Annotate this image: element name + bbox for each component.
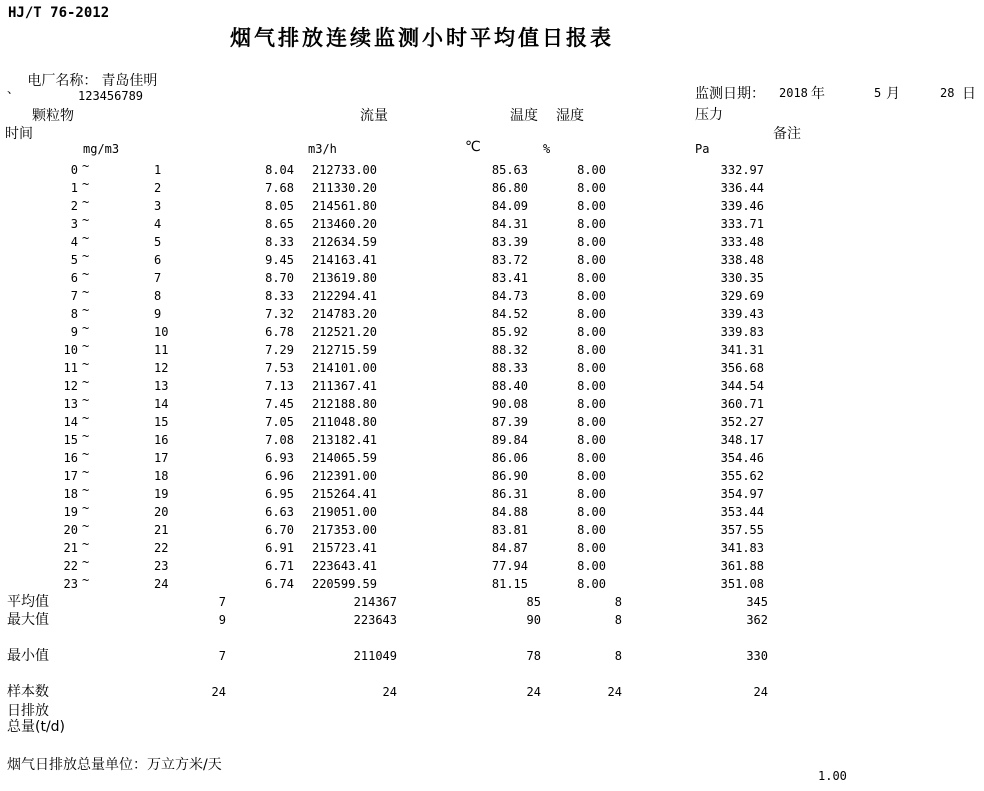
cell-hour-from: 0 xyxy=(70,163,78,177)
cell-hour-from: 3 xyxy=(70,217,78,231)
cell-hour-to: 21 xyxy=(154,523,169,537)
cell-flow: 211330.20 xyxy=(311,181,377,195)
cell-temperature: 89.84 xyxy=(491,433,528,447)
tilde-mark: ~ xyxy=(82,249,90,263)
standard-code: HJ/T 76-2012 xyxy=(8,5,110,21)
cell-humidity: 8.00 xyxy=(577,541,606,555)
tilde-mark: ~ xyxy=(82,411,90,425)
cell-flow: 214163.41 xyxy=(311,253,377,267)
cell-hour-to: 18 xyxy=(154,469,169,483)
cell-hour-to: 12 xyxy=(154,361,169,375)
cell-flow: 211048.80 xyxy=(311,415,377,429)
summary-particulate: 7 xyxy=(218,649,226,663)
cell-hour-from: 5 xyxy=(70,253,78,267)
plant-name-value: 青岛佳明 xyxy=(101,73,158,89)
cell-flow: 220599.59 xyxy=(311,577,377,591)
cell-humidity: 8.00 xyxy=(577,487,606,501)
summary-flow: 24 xyxy=(382,685,397,699)
cell-hour-to: 16 xyxy=(154,433,169,447)
table-row xyxy=(0,575,984,593)
tilde-mark: ~ xyxy=(82,213,90,227)
tilde-mark: ~ xyxy=(82,339,90,353)
summary-label: 最小值 xyxy=(7,648,49,664)
date-day-unit: 日 xyxy=(962,86,976,102)
cell-humidity: 8.00 xyxy=(577,451,606,465)
cell-temperature: 86.90 xyxy=(491,469,528,483)
tilde-mark: ~ xyxy=(82,231,90,245)
summary-pressure: 362 xyxy=(746,613,768,627)
table-row xyxy=(0,503,984,521)
cell-humidity: 8.00 xyxy=(577,163,606,177)
cell-hour-from: 11 xyxy=(63,361,78,375)
cell-flow: 211367.41 xyxy=(311,379,377,393)
cell-particulate: 7.08 xyxy=(265,433,294,447)
cell-humidity: 8.00 xyxy=(577,523,606,537)
table-row xyxy=(0,647,984,665)
cell-humidity: 8.00 xyxy=(577,289,606,303)
cell-particulate: 7.32 xyxy=(265,307,294,321)
cell-particulate: 6.74 xyxy=(265,577,294,591)
cell-pressure: 352.27 xyxy=(720,415,764,429)
cell-pressure: 339.83 xyxy=(720,325,764,339)
cell-hour-to: 17 xyxy=(154,451,169,465)
cell-hour-from: 6 xyxy=(70,271,78,285)
cell-flow: 212733.00 xyxy=(311,163,377,177)
cell-pressure: 333.71 xyxy=(720,217,764,231)
cell-hour-to: 19 xyxy=(154,487,169,501)
cell-hour-to: 23 xyxy=(154,559,169,573)
unit-humidity: % xyxy=(543,142,551,156)
cell-temperature: 88.40 xyxy=(491,379,528,393)
cell-humidity: 8.00 xyxy=(577,415,606,429)
cell-hour-from: 4 xyxy=(70,235,78,249)
cell-humidity: 8.00 xyxy=(577,577,606,591)
table-row xyxy=(0,251,984,269)
cell-humidity: 8.00 xyxy=(577,307,606,321)
tilde-mark: ~ xyxy=(82,501,90,515)
cell-hour-from: 12 xyxy=(63,379,78,393)
cell-temperature: 88.33 xyxy=(491,361,528,375)
table-row xyxy=(0,431,984,449)
tilde-mark: ~ xyxy=(82,375,90,389)
cell-flow: 212521.20 xyxy=(311,325,377,339)
cell-particulate: 7.53 xyxy=(265,361,294,375)
tilde-mark: ~ xyxy=(82,285,90,299)
cell-hour-from: 8 xyxy=(70,307,78,321)
tilde-mark: ~ xyxy=(82,447,90,461)
date-year-unit: 年 xyxy=(811,86,825,102)
cell-flow: 214101.00 xyxy=(311,361,377,375)
date-label: 监测日期： xyxy=(695,86,765,102)
cell-particulate: 8.33 xyxy=(265,235,294,249)
cell-particulate: 8.33 xyxy=(265,289,294,303)
cell-particulate: 8.70 xyxy=(265,271,294,285)
date-year-value: 2018 xyxy=(779,86,808,100)
cell-humidity: 8.00 xyxy=(577,379,606,393)
cell-particulate: 7.05 xyxy=(265,415,294,429)
cell-hour-from: 22 xyxy=(63,559,78,573)
table-row xyxy=(0,323,984,341)
col-header-humidity: 湿度 xyxy=(556,108,584,124)
list-mark: 、 xyxy=(7,82,20,96)
table-row xyxy=(0,413,984,431)
table-row xyxy=(0,377,984,395)
cell-pressure: 360.71 xyxy=(720,397,764,411)
cell-pressure: 336.44 xyxy=(720,181,764,195)
cell-flow: 219051.00 xyxy=(311,505,377,519)
cell-temperature: 83.41 xyxy=(491,271,528,285)
cell-flow: 215264.41 xyxy=(311,487,377,501)
summary-temperature: 24 xyxy=(526,685,541,699)
cell-hour-from: 2 xyxy=(70,199,78,213)
tilde-mark: ~ xyxy=(82,267,90,281)
table-row xyxy=(0,557,984,575)
summary-pressure: 24 xyxy=(753,685,768,699)
table-row xyxy=(0,269,984,287)
cell-hour-from: 10 xyxy=(63,343,78,357)
cell-humidity: 8.00 xyxy=(577,235,606,249)
cell-flow: 214783.20 xyxy=(311,307,377,321)
summary-particulate: 7 xyxy=(218,595,226,609)
cell-hour-to: 5 xyxy=(154,235,162,249)
cell-temperature: 84.73 xyxy=(491,289,528,303)
cell-hour-to: 20 xyxy=(154,505,169,519)
cell-pressure: 339.46 xyxy=(720,199,764,213)
cell-hour-from: 21 xyxy=(63,541,78,555)
cell-pressure: 341.31 xyxy=(720,343,764,357)
cell-temperature: 83.39 xyxy=(491,235,528,249)
table-row xyxy=(0,611,984,629)
cell-pressure: 348.17 xyxy=(720,433,764,447)
cell-humidity: 8.00 xyxy=(577,181,606,195)
summary-humidity: 8 xyxy=(614,649,622,663)
cell-hour-to: 10 xyxy=(154,325,169,339)
cell-temperature: 83.81 xyxy=(491,523,528,537)
cell-hour-to: 6 xyxy=(154,253,162,267)
summary-temperature: 85 xyxy=(526,595,541,609)
unit-note: 烟气日排放总量单位：万立方米/天 xyxy=(7,757,222,773)
summary-particulate: 24 xyxy=(211,685,226,699)
summary-humidity: 8 xyxy=(614,613,622,627)
date-month-unit: 月 xyxy=(886,86,900,102)
cell-flow: 213182.41 xyxy=(311,433,377,447)
summary-pressure: 330 xyxy=(746,649,768,663)
unit-particulate: mg/m3 xyxy=(83,142,120,156)
daily-emission-label-line2: 总量(t/d) xyxy=(7,719,66,735)
cell-hour-to: 8 xyxy=(154,289,162,303)
cell-pressure: 338.48 xyxy=(720,253,764,267)
table-row xyxy=(0,395,984,413)
cell-pressure: 354.46 xyxy=(720,451,764,465)
cell-hour-to: 7 xyxy=(154,271,162,285)
cell-particulate: 6.71 xyxy=(265,559,294,573)
col-header-particulate: 颗粒物 xyxy=(32,108,74,124)
cell-particulate: 7.45 xyxy=(265,397,294,411)
table-row xyxy=(0,197,984,215)
cell-hour-from: 1 xyxy=(70,181,78,195)
tilde-mark: ~ xyxy=(82,357,90,371)
cell-flow: 214065.59 xyxy=(311,451,377,465)
cell-humidity: 8.00 xyxy=(577,253,606,267)
tilde-mark: ~ xyxy=(82,159,90,173)
cell-flow: 212294.41 xyxy=(311,289,377,303)
summary-flow: 214367 xyxy=(353,595,397,609)
table-row xyxy=(0,341,984,359)
cell-pressure: 354.97 xyxy=(720,487,764,501)
cell-particulate: 8.65 xyxy=(265,217,294,231)
summary-humidity: 8 xyxy=(614,595,622,609)
plant-name-label: 电厂名称： xyxy=(27,73,98,89)
cell-hour-to: 2 xyxy=(154,181,162,195)
date-month-value: 5 xyxy=(874,86,882,100)
cell-flow: 215723.41 xyxy=(311,541,377,555)
cell-temperature: 85.63 xyxy=(491,163,528,177)
tilde-mark: ~ xyxy=(82,483,90,497)
cell-hour-from: 17 xyxy=(63,469,78,483)
cell-flow: 217353.00 xyxy=(311,523,377,537)
cell-particulate: 7.29 xyxy=(265,343,294,357)
cell-temperature: 85.92 xyxy=(491,325,528,339)
cell-temperature: 84.87 xyxy=(491,541,528,555)
cell-pressure: 351.08 xyxy=(720,577,764,591)
table-row xyxy=(0,683,984,701)
daily-emission-label-line1: 日排放 xyxy=(7,703,49,719)
cell-pressure: 355.62 xyxy=(720,469,764,483)
summary-humidity: 24 xyxy=(607,685,622,699)
cell-humidity: 8.00 xyxy=(577,343,606,357)
cell-hour-from: 13 xyxy=(63,397,78,411)
cell-humidity: 8.00 xyxy=(577,505,606,519)
cell-hour-to: 22 xyxy=(154,541,169,555)
cell-hour-to: 24 xyxy=(154,577,169,591)
cell-temperature: 86.06 xyxy=(491,451,528,465)
summary-label: 平均值 xyxy=(7,594,49,610)
page-title: 烟气排放连续监测小时平均值日报表 xyxy=(230,26,614,50)
cell-temperature: 77.94 xyxy=(491,559,528,573)
cell-pressure: 330.35 xyxy=(720,271,764,285)
col-header-pressure: 压力 xyxy=(695,107,723,123)
cell-pressure: 341.83 xyxy=(720,541,764,555)
cell-temperature: 84.52 xyxy=(491,307,528,321)
cell-particulate: 6.78 xyxy=(265,325,294,339)
cell-pressure: 344.54 xyxy=(720,379,764,393)
summary-label: 样本数 xyxy=(7,684,49,700)
table-row xyxy=(0,287,984,305)
tilde-mark: ~ xyxy=(82,177,90,191)
table-row xyxy=(0,179,984,197)
cell-humidity: 8.00 xyxy=(577,199,606,213)
summary-flow: 211049 xyxy=(353,649,397,663)
cell-temperature: 84.88 xyxy=(491,505,528,519)
cell-hour-to: 15 xyxy=(154,415,169,429)
cell-hour-from: 7 xyxy=(70,289,78,303)
tilde-mark: ~ xyxy=(82,537,90,551)
summary-particulate: 9 xyxy=(218,613,226,627)
table-row xyxy=(0,215,984,233)
summary-temperature: 78 xyxy=(526,649,541,663)
cell-hour-from: 14 xyxy=(63,415,78,429)
cell-flow: 212188.80 xyxy=(311,397,377,411)
table-row xyxy=(0,359,984,377)
cell-hour-to: 14 xyxy=(154,397,169,411)
cell-particulate: 7.13 xyxy=(265,379,294,393)
table-row xyxy=(0,521,984,539)
col-header-remark: 备注 xyxy=(773,126,801,142)
cell-humidity: 8.00 xyxy=(577,397,606,411)
cell-temperature: 87.39 xyxy=(491,415,528,429)
cell-particulate: 7.68 xyxy=(265,181,294,195)
cell-humidity: 8.00 xyxy=(577,433,606,447)
summary-pressure: 345 xyxy=(746,595,768,609)
tilde-mark: ~ xyxy=(82,573,90,587)
tilde-mark: ~ xyxy=(82,429,90,443)
cell-hour-from: 9 xyxy=(70,325,78,339)
serial-number: 123456789 xyxy=(78,89,144,103)
cell-pressure: 356.68 xyxy=(720,361,764,375)
cell-hour-from: 19 xyxy=(63,505,78,519)
table-row xyxy=(0,467,984,485)
cell-hour-to: 4 xyxy=(154,217,162,231)
tilde-mark: ~ xyxy=(82,519,90,533)
tilde-mark: ~ xyxy=(82,303,90,317)
summary-flow: 223643 xyxy=(353,613,397,627)
cell-temperature: 84.31 xyxy=(491,217,528,231)
table-row xyxy=(0,161,984,179)
cell-hour-from: 23 xyxy=(63,577,78,591)
table-row xyxy=(0,593,984,611)
cell-particulate: 8.04 xyxy=(265,163,294,177)
cell-particulate: 6.93 xyxy=(265,451,294,465)
cell-temperature: 88.32 xyxy=(491,343,528,357)
cell-hour-from: 15 xyxy=(63,433,78,447)
cell-particulate: 9.45 xyxy=(265,253,294,267)
cell-hour-from: 16 xyxy=(63,451,78,465)
col-header-flow: 流量 xyxy=(360,108,388,124)
cell-temperature: 86.31 xyxy=(491,487,528,501)
cell-flow: 213619.80 xyxy=(311,271,377,285)
cell-flow: 223643.41 xyxy=(311,559,377,573)
table-row xyxy=(0,485,984,503)
cell-temperature: 90.08 xyxy=(491,397,528,411)
cell-particulate: 6.63 xyxy=(265,505,294,519)
cell-particulate: 6.91 xyxy=(265,541,294,555)
cell-flow: 212634.59 xyxy=(311,235,377,249)
date-day-value: 28 xyxy=(940,86,955,100)
col-header-temperature: 温度 xyxy=(510,108,538,124)
cell-temperature: 81.15 xyxy=(491,577,528,591)
cell-pressure: 332.97 xyxy=(720,163,764,177)
cell-hour-to: 11 xyxy=(154,343,169,357)
tilde-mark: ~ xyxy=(82,465,90,479)
cell-flow: 213460.20 xyxy=(311,217,377,231)
cell-temperature: 83.72 xyxy=(491,253,528,267)
cell-flow: 212391.00 xyxy=(311,469,377,483)
tilde-mark: ~ xyxy=(82,555,90,569)
cell-pressure: 329.69 xyxy=(720,289,764,303)
cell-hour-to: 13 xyxy=(154,379,169,393)
cell-humidity: 8.00 xyxy=(577,217,606,231)
tilde-mark: ~ xyxy=(82,393,90,407)
cell-hour-from: 18 xyxy=(63,487,78,501)
cell-humidity: 8.00 xyxy=(577,325,606,339)
cell-pressure: 333.48 xyxy=(720,235,764,249)
cell-humidity: 8.00 xyxy=(577,361,606,375)
cell-hour-to: 1 xyxy=(154,163,162,177)
cell-pressure: 361.88 xyxy=(720,559,764,573)
cell-hour-to: 3 xyxy=(154,199,162,213)
unit-flow: m3/h xyxy=(308,142,337,156)
table-row xyxy=(0,539,984,557)
unit-pressure: Pa xyxy=(695,142,710,156)
cell-humidity: 8.00 xyxy=(577,271,606,285)
col-header-time: 时间 xyxy=(5,126,33,142)
cell-humidity: 8.00 xyxy=(577,469,606,483)
summary-label: 最大值 xyxy=(7,612,49,628)
table-row xyxy=(0,305,984,323)
cell-pressure: 353.44 xyxy=(720,505,764,519)
cell-particulate: 6.96 xyxy=(265,469,294,483)
cell-particulate: 8.05 xyxy=(265,199,294,213)
summary-temperature: 90 xyxy=(526,613,541,627)
cell-hour-from: 20 xyxy=(63,523,78,537)
tilde-mark: ~ xyxy=(82,321,90,335)
cell-hour-to: 9 xyxy=(154,307,162,321)
cell-particulate: 6.70 xyxy=(265,523,294,537)
page-number: 1.00 xyxy=(818,769,847,783)
cell-flow: 212715.59 xyxy=(311,343,377,357)
unit-temperature: ℃ xyxy=(465,139,481,155)
cell-humidity: 8.00 xyxy=(577,559,606,573)
cell-temperature: 86.80 xyxy=(491,181,528,195)
tilde-mark: ~ xyxy=(82,195,90,209)
cell-temperature: 84.09 xyxy=(491,199,528,213)
table-row xyxy=(0,449,984,467)
table-row xyxy=(0,233,984,251)
cell-particulate: 6.95 xyxy=(265,487,294,501)
cell-pressure: 357.55 xyxy=(720,523,764,537)
cell-flow: 214561.80 xyxy=(311,199,377,213)
cell-pressure: 339.43 xyxy=(720,307,764,321)
